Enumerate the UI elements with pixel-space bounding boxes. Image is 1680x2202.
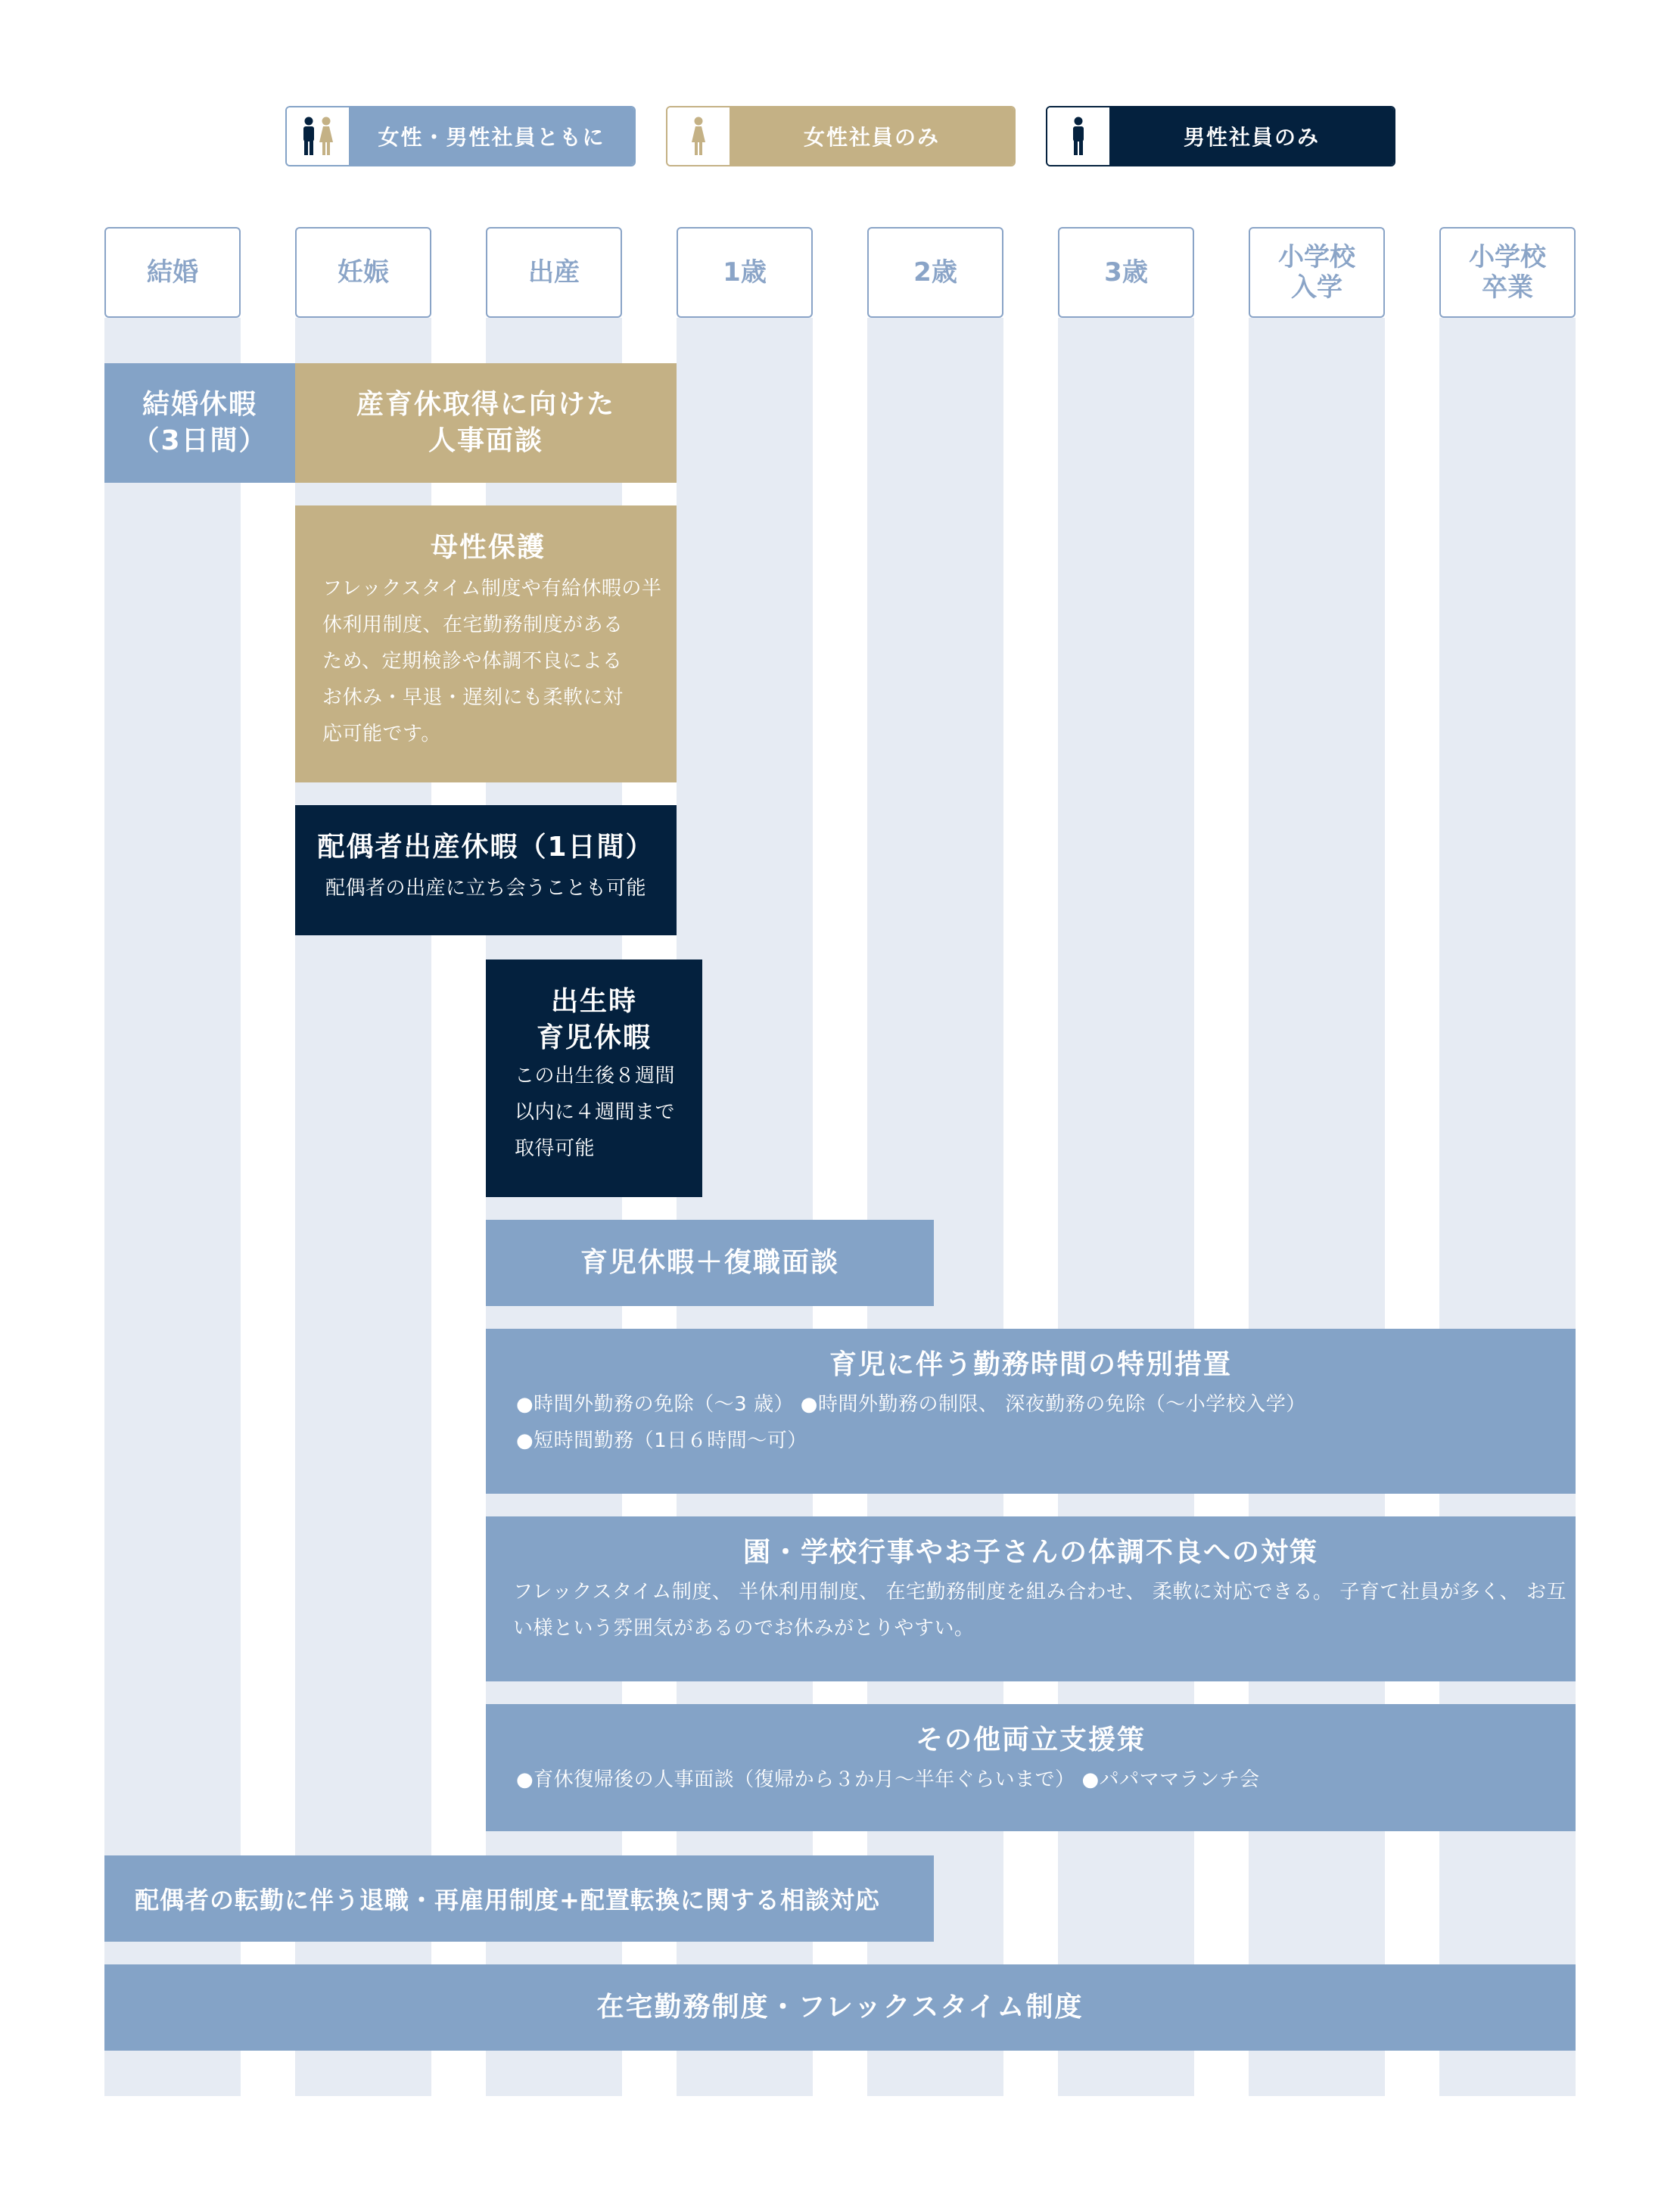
spouse-birth-leave-title: 配偶者出産休暇（1日間） (317, 832, 655, 863)
stage-age-3: 3歳 (1058, 227, 1194, 318)
legend-female (666, 106, 1016, 166)
legend-both-label: 女性・男性社員ともに (349, 107, 634, 165)
stage-pregnancy: 妊娠 (295, 227, 431, 318)
remote-flex-box: 在宅勤務制度・フレックスタイム制度 (104, 1964, 1576, 2051)
male-female-icon (287, 107, 349, 165)
school-events-title: 園・学校行事やお子さんの体調不良への対策 (742, 1537, 1318, 1568)
other-support-title: その他両立支援策 (915, 1725, 1146, 1756)
maternity-title: 母性保護 (430, 532, 546, 563)
legend-both (285, 106, 636, 166)
transfer-consultation-box: 配偶者の転勤に伴う退職・再雇用制度+配置転換に関する相談対応 (104, 1855, 934, 1942)
spouse-birth-leave-desc: 配偶者の出産に立ち会うことも可能 (325, 877, 647, 900)
special-hours-title: 育児に伴う勤務時間の特別措置 (829, 1349, 1232, 1380)
legend-female-label: 女性社員のみ (730, 107, 1014, 165)
birth-childcare-leave-box: 出生時 育児休暇 この出生後８週間 以内に４週間まで 取得可能 (486, 959, 702, 1197)
school-events-box: 園・学校行事やお子さんの体調不良への対策 フレックスタイム制度、 半休利用制度、 在宅勤務制度を組み合わせ、 柔軟に対応できる。 子育て社員が多く、 お互 い様という雰囲気があるのでお休みがとりやすい。 (486, 1516, 1576, 1681)
stage-elementary-entry: 小学校 入学 (1249, 227, 1385, 318)
other-support-box (486, 1704, 1576, 1831)
stage-marriage: 結婚 (104, 227, 241, 318)
other-support-desc: ●育休復帰後の人事面談（復帰から３か月～半年ぐらいまで） ●パパママランチ会 (516, 1768, 1260, 1791)
female-icon (667, 107, 730, 165)
hr-interview-box: 産育休取得に向けた 人事面談 (295, 363, 677, 483)
stage-elementary-graduation: 小学校 卒業 (1439, 227, 1576, 318)
marriage-leave-box: 結婚休暇 （3日間） (104, 363, 295, 483)
stage-age-2: 2歳 (867, 227, 1003, 318)
male-icon (1047, 107, 1109, 165)
birth-childcare-leave-title: 出生時 育児休暇 (536, 986, 652, 1053)
stage-age-1: 1歳 (677, 227, 813, 318)
maternity-protection-box: 母性保護 フレックスタイム制度や有給休暇の半 休利用制度、在宅勤務制度がある ため、定期検診や体調不良による お休み・早退・遅刻にも柔軟に対 応可能です。 (295, 505, 677, 782)
stage-birth: 出産 (486, 227, 622, 318)
spouse-birth-leave-box (295, 805, 677, 935)
childcare-leave-box: 育児休暇＋復職面談 (486, 1220, 934, 1306)
special-hours-box: 育児に伴う勤務時間の特別措置 ●時間外勤務の免除（～3 歳） ●時間外勤務の制限、 深夜勤務の免除（～小学校入学） ●短時間勤務（1日６時間～可） (486, 1329, 1576, 1494)
legend-male (1046, 106, 1395, 166)
timeline-column (104, 318, 241, 2096)
legend-male-label: 男性社員のみ (1109, 107, 1394, 165)
